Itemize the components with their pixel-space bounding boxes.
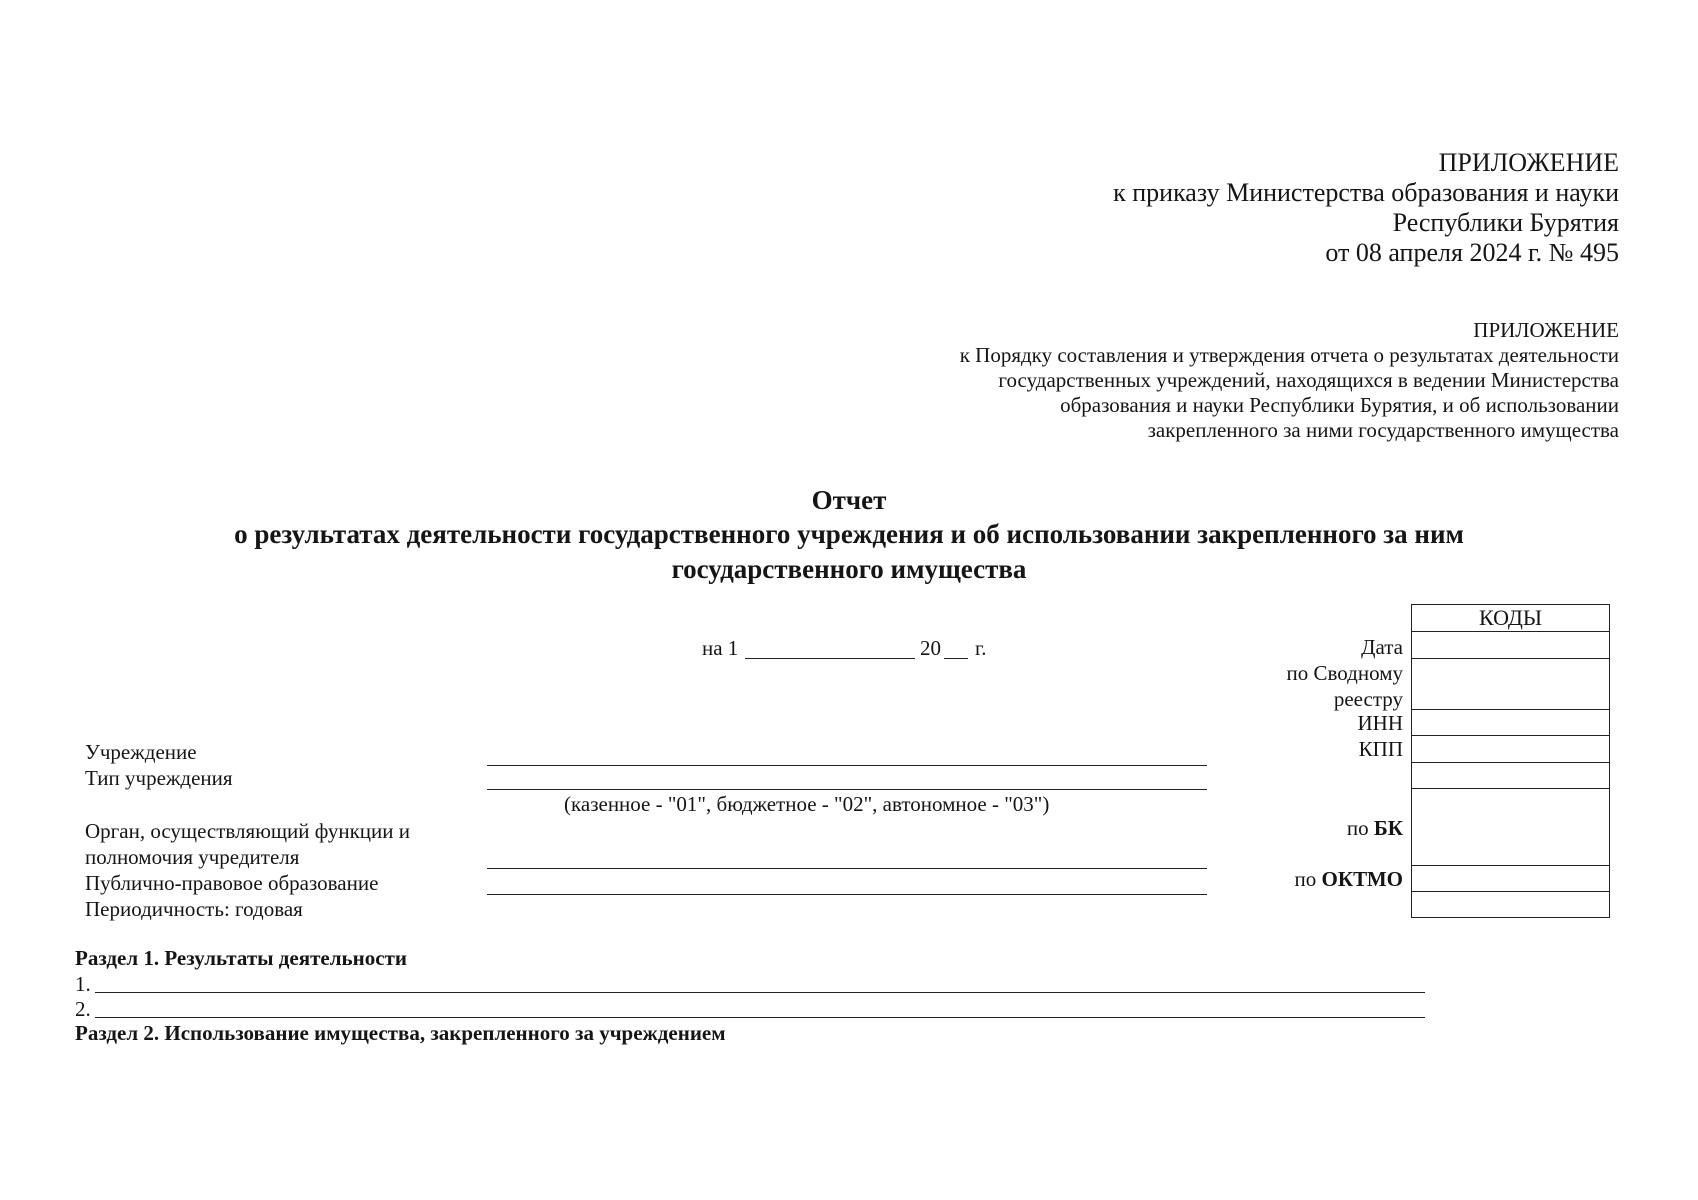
codes-label-bk-code: БК [1373, 816, 1403, 840]
header1-line1: ПРИЛОЖЕНИЕ [1438, 148, 1619, 177]
field-label-periodicity: Периодичность: годовая [85, 897, 303, 921]
codes-cell-date[interactable] [1412, 631, 1609, 658]
header2-line5: закрепленного за ними государственного имущества [1147, 418, 1619, 442]
codes-cell-inn[interactable] [1412, 709, 1609, 735]
header2-line1: ПРИЛОЖЕНИЕ [1473, 318, 1619, 342]
section1-item2: 2. [75, 997, 91, 1021]
codes-label-bk [1347, 816, 1403, 841]
section1-item1: 1. [75, 972, 91, 996]
codes-label-kpp: КПП [1358, 737, 1403, 761]
report-subtitle-line2: государственного имущества [671, 554, 1027, 584]
codes-label-oktmo [1295, 867, 1403, 892]
procedure-appendix-header [960, 318, 1619, 443]
codes-label-inn: ИНН [1357, 711, 1403, 735]
institution-blank[interactable] [487, 765, 1207, 766]
order-appendix-header [1113, 148, 1619, 268]
field-label-institution: Учреждение [85, 740, 197, 764]
type-blank[interactable] [487, 789, 1207, 790]
date-year-blank[interactable] [944, 658, 968, 659]
header1-line4: от 08 апреля 2024 г. № 495 [1325, 238, 1619, 267]
codes-label-oktmo-code: ОКТМО [1321, 867, 1403, 891]
date-suffix: г. [975, 636, 987, 660]
header2-line3: государственных учреждений, находящихся в ведении Министерства [998, 368, 1619, 392]
type-hint: (казенное - "01", бюджетное - "02", автономное - "03") [564, 792, 1050, 816]
section1-title: Раздел 1. Результаты деятельности [75, 946, 407, 970]
organ-blank[interactable] [487, 868, 1207, 869]
report-subtitle-line1: о результатах деятельности государственного учреждения и об использовании закрепленного за ним [234, 519, 1464, 549]
codes-label-bk-prefix: по [1346, 816, 1369, 840]
codes-cell-registry[interactable] [1412, 658, 1609, 709]
field-label-type: Тип учреждения [85, 766, 233, 790]
header1-line3: Республики Бурятия [1392, 208, 1619, 237]
header2-line4: образования и науки Республики Бурятия, и об использовании [1060, 393, 1619, 417]
codes-label-oktmo-prefix: по [1294, 867, 1317, 891]
date-prefix: на 1 [702, 636, 739, 660]
public-entity-blank[interactable] [487, 894, 1207, 895]
codes-cell-oktmo[interactable] [1412, 865, 1609, 891]
codes-header: КОДЫ [1478, 605, 1543, 630]
codes-cell-periodicity[interactable] [1412, 891, 1609, 917]
header2-line2: к Порядку составления и утверждения отчета о результатах деятельности [959, 343, 1619, 367]
field-label-public-entity: Публично-правовое образование [85, 871, 379, 895]
report-title: Отчет [811, 485, 887, 515]
header1-line2: к приказу Министерства образования и науки [1113, 178, 1619, 207]
date-month-blank[interactable] [745, 658, 915, 659]
codes-cell-bk[interactable] [1412, 788, 1609, 865]
codes-label-date: Дата [1361, 635, 1403, 659]
codes-label-registry1: по Сводному [1286, 661, 1403, 685]
section1-item2-blank[interactable] [95, 1017, 1425, 1018]
date-year-prefix: 20 [920, 636, 941, 660]
codes-cell-type[interactable] [1412, 762, 1609, 788]
section1-item1-blank[interactable] [95, 992, 1425, 993]
section2-title: Раздел 2. Использование имущества, закрепленного за учреждением [75, 1021, 726, 1045]
field-label-organ-line1: Орган, осуществляющий функции и [85, 819, 411, 843]
codes-label-registry2: реестру [1333, 687, 1403, 711]
field-label-organ-line2: полномочия учредителя [85, 845, 300, 869]
codes-cell-kpp[interactable] [1412, 735, 1609, 762]
codes-table [1411, 604, 1610, 918]
